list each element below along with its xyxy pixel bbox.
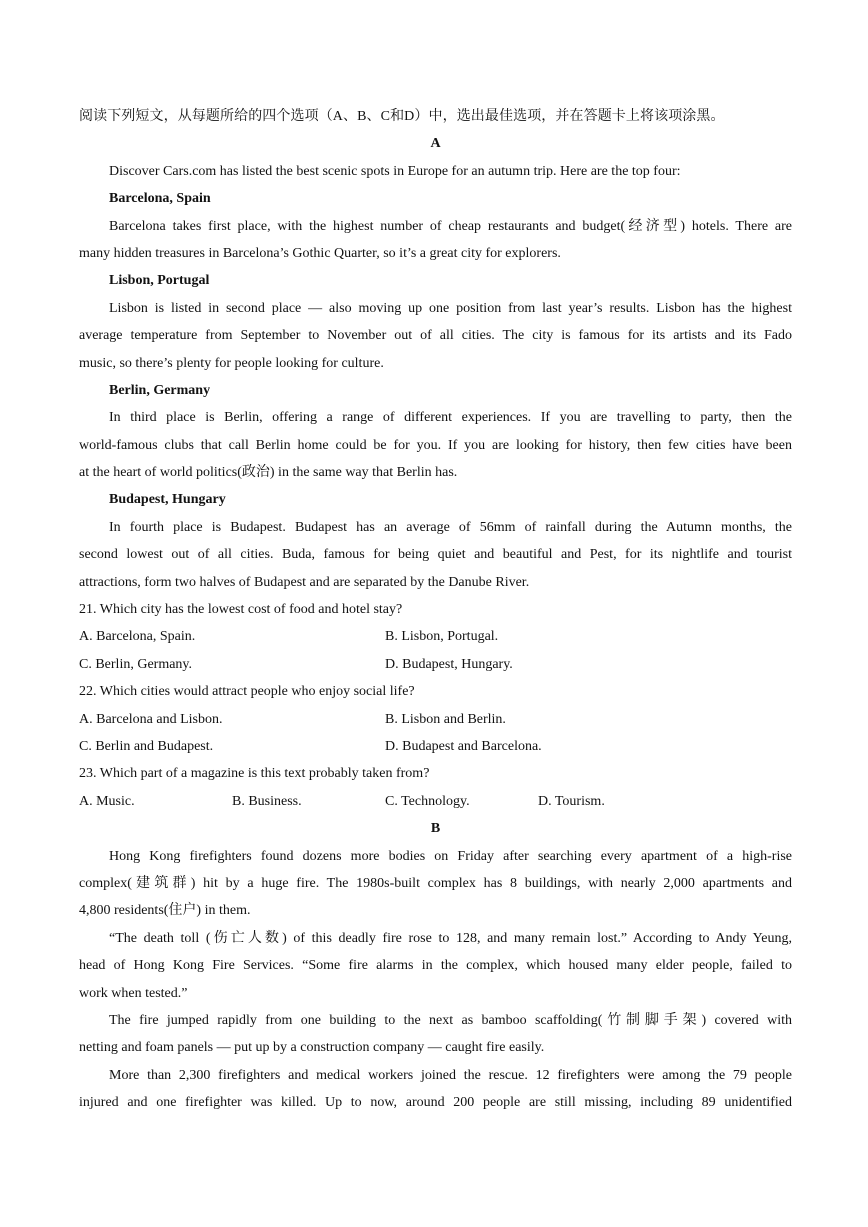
option-21-a[interactable]: A. Barcelona, Spain. <box>79 629 196 645</box>
option-22-c[interactable]: C. Berlin and Budapest. <box>79 738 214 754</box>
paragraph-line: In third place is Berlin, offering a range of different experiences. If you are travelling to party, then the <box>109 410 792 426</box>
question-21-options <box>79 623 792 650</box>
question-23-stem: 23. Which part of a magazine is this text probably taken from? <box>79 766 430 782</box>
option-22-d[interactable]: D. Budapest and Barcelona. <box>385 738 542 754</box>
paragraph-line: work when tested.” <box>79 985 188 1001</box>
option-23-c[interactable]: C. Technology. <box>385 793 470 809</box>
heading-barcelona: Barcelona, Spain <box>109 191 211 207</box>
paragraph-line: Hong Kong firefighters found dozens more bodies on Friday after searching every apartment of a high-rise <box>109 848 792 864</box>
paragraph-line: Lisbon is listed in second place — also moving up one position from last year’s results. Lisbon has the highest <box>109 300 792 316</box>
question-21-stem: 21. Which city has the lowest cost of food and hotel stay? <box>79 602 403 618</box>
paragraph-line: at the heart of world politics(政治) in the same way that Berlin has. <box>79 465 458 481</box>
question-22-options <box>79 733 792 760</box>
option-21-b[interactable]: B. Lisbon, Portugal. <box>385 629 499 645</box>
paragraph-line: head of Hong Kong Fire Services. “Some fire alarms in the complex, which housed many elder people, failed to <box>79 958 792 974</box>
heading-budapest: Budapest, Hungary <box>109 492 226 508</box>
option-22-b[interactable]: B. Lisbon and Berlin. <box>385 711 506 727</box>
heading-berlin: Berlin, Germany <box>109 382 211 398</box>
paragraph-line: More than 2,300 firefighters and medical workers joined the rescue. 12 firefighters were among the 79 people <box>109 1067 792 1083</box>
option-23-a[interactable]: A. Music. <box>79 793 135 809</box>
paragraph-line: netting and foam panels — put up by a construction company — caught fire easily. <box>79 1040 545 1056</box>
paragraph-line: Barcelona takes first place, with the highest number of cheap restaurants and budget(经济型) hotels. There are <box>109 218 792 234</box>
paragraph-line: average temperature from September to November out of all cities. The city is famous for its artists and its Fado <box>79 328 792 344</box>
paragraph-line: many hidden treasures in Barcelona’s Gothic Quarter, so it’s a great city for explorers. <box>79 245 561 261</box>
paragraph-line: attractions, form two halves of Budapest and are separated by the Danube River. <box>79 574 530 590</box>
instruction: 阅读下列短文，从每题所给的四个选项（A、B、C和D）中，选出最佳选项，并在答题卡上将该项涂黑。 <box>79 109 725 124</box>
question-22-stem: 22. Which cities would attract people who enjoy social life? <box>79 684 415 700</box>
paragraph-line: music, so there’s plenty for people looking for culture. <box>79 355 384 371</box>
question-22-options <box>79 706 792 733</box>
intro-line: Discover Cars.com has listed the best scenic spots in Europe for an autumn trip. Here are the top four: <box>109 163 681 179</box>
option-21-c[interactable]: C. Berlin, Germany. <box>79 656 193 672</box>
paragraph-line: second lowest out of all cities. Buda, famous for being quiet and beautiful and Pest, for its nightlife and tourist <box>79 547 792 563</box>
heading-lisbon: Lisbon, Portugal <box>109 273 210 289</box>
paragraph-line: world-famous clubs that call Berlin home could be for you. If you are looking for history, then few cities have been <box>79 437 792 453</box>
section-b-label: B <box>430 821 441 837</box>
option-23-b[interactable]: B. Business. <box>232 793 302 809</box>
paragraph-line: 4,800 residents(住户) in them. <box>79 903 251 919</box>
paragraph-line: The fire jumped rapidly from one building to the next as bamboo scaffolding(竹制脚手架) covered with <box>109 1012 792 1028</box>
question-21-options <box>79 651 792 678</box>
option-22-a[interactable]: A. Barcelona and Lisbon. <box>79 711 223 727</box>
paragraph-line: In fourth place is Budapest. Budapest has an average of 56mm of rainfall during the Autumn months, the <box>109 519 792 535</box>
exam-page <box>79 103 792 1116</box>
paragraph-line: “The death toll (伤亡人数) of this deadly fire rose to 128, and many remain lost.” According to Andy Yeung, <box>109 930 792 946</box>
question-23-options <box>79 788 792 815</box>
paragraph-line: injured and one firefighter was killed. Up to now, around 200 people are still missing, including 89 unidentified <box>79 1095 792 1111</box>
option-21-d[interactable]: D. Budapest, Hungary. <box>385 656 513 672</box>
section-a-label: A <box>430 136 441 152</box>
option-23-d[interactable]: D. Tourism. <box>538 793 605 809</box>
paragraph-line: complex(建筑群) hit by a huge fire. The 1980s-built complex has 8 buildings, with nearly 2,000 apartments and <box>79 875 792 891</box>
